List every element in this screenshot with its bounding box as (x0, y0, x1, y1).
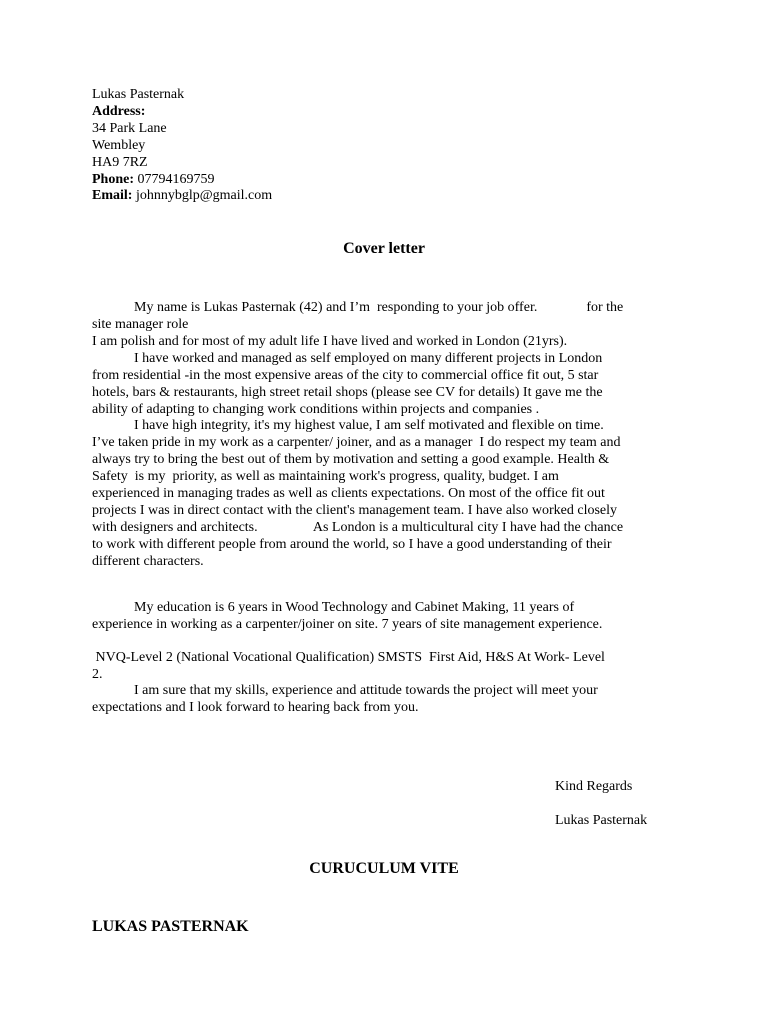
body-line: different characters. (92, 554, 204, 569)
body-line: to work with different people from around the world, so I have a good understanding of their (92, 537, 612, 552)
body-line: always try to bring the best out of them by motivation and setting a good example. Health & (92, 452, 610, 467)
phone-value: 07794169759 (134, 172, 215, 187)
closing-paragraph-line: I am sure that my skills, experience and attitude towards the project will meet your (92, 683, 598, 698)
cv-title: CURUCULUM VITE (309, 860, 459, 877)
body-line: experienced in managing trades as well as clients expectations. On most of the office fit out (92, 486, 605, 501)
phone-line (92, 171, 215, 188)
body-line: Safety is my priority, as well as maintaining work's progress, quality, budget. I am (92, 469, 559, 484)
email-label: Email: (92, 188, 133, 203)
qualification-line: NVQ-Level 2 (National Vocational Qualification) SMSTS First Aid, H&S At Work- Level (92, 650, 605, 665)
phone-label: Phone: (92, 172, 134, 187)
body-line: I have high integrity, it's my highest value, I am self motivated and flexible on time. (92, 418, 604, 433)
body-line: I have worked and managed as self employed on many different projects in London (92, 351, 603, 366)
page-title: Cover letter (343, 240, 425, 257)
cv-name: LUKAS PASTERNAK (92, 918, 249, 935)
address-label: Address: (92, 104, 146, 119)
closing-salutation: Kind Regards (555, 779, 633, 794)
address-line-2: Wembley (92, 138, 146, 153)
body-line: My name is Lukas Pasternak (42) and I’m responding to your job offer. for the (92, 300, 624, 315)
body-line: from residential -in the most expensive areas of the city to commercial office fit out, 5 star (92, 368, 599, 383)
body-line: I’ve taken pride in my work as a carpenter/ joiner, and as a manager I do respect my team and (92, 435, 621, 450)
education-line: experience in working as a carpenter/joiner on site. 7 years of site management experience. (92, 617, 603, 632)
closing-paragraph-line: expectations and I look forward to hearing back from you. (92, 700, 419, 715)
email-line (92, 187, 272, 204)
body-line: hotels, bars & restaurants, high street retail shops (please see CV for details) It gave me the (92, 385, 603, 400)
address-line-3: HA9 7RZ (92, 155, 148, 170)
body-line: ability of adapting to changing work conditions within projects and companies . (92, 402, 540, 417)
education-line: My education is 6 years in Wood Technology and Cabinet Making, 11 years of (92, 600, 575, 615)
email-value: johnnybglp@gmail.com (132, 188, 273, 203)
address-line-1: 34 Park Lane (92, 121, 167, 136)
body-line: I am polish and for most of my adult life I have lived and worked in London (21yrs). (92, 334, 568, 349)
body-line: with designers and architects. As London is a multicultural city I have had the chance (92, 520, 624, 535)
body-line: projects I was in direct contact with the client's management team. I have also worked closely (92, 503, 618, 518)
qualification-line: 2. (92, 667, 103, 682)
sender-name: Lukas Pasternak (92, 87, 185, 102)
body-line: site manager role (92, 317, 189, 332)
signature-name: Lukas Pasternak (555, 813, 648, 828)
